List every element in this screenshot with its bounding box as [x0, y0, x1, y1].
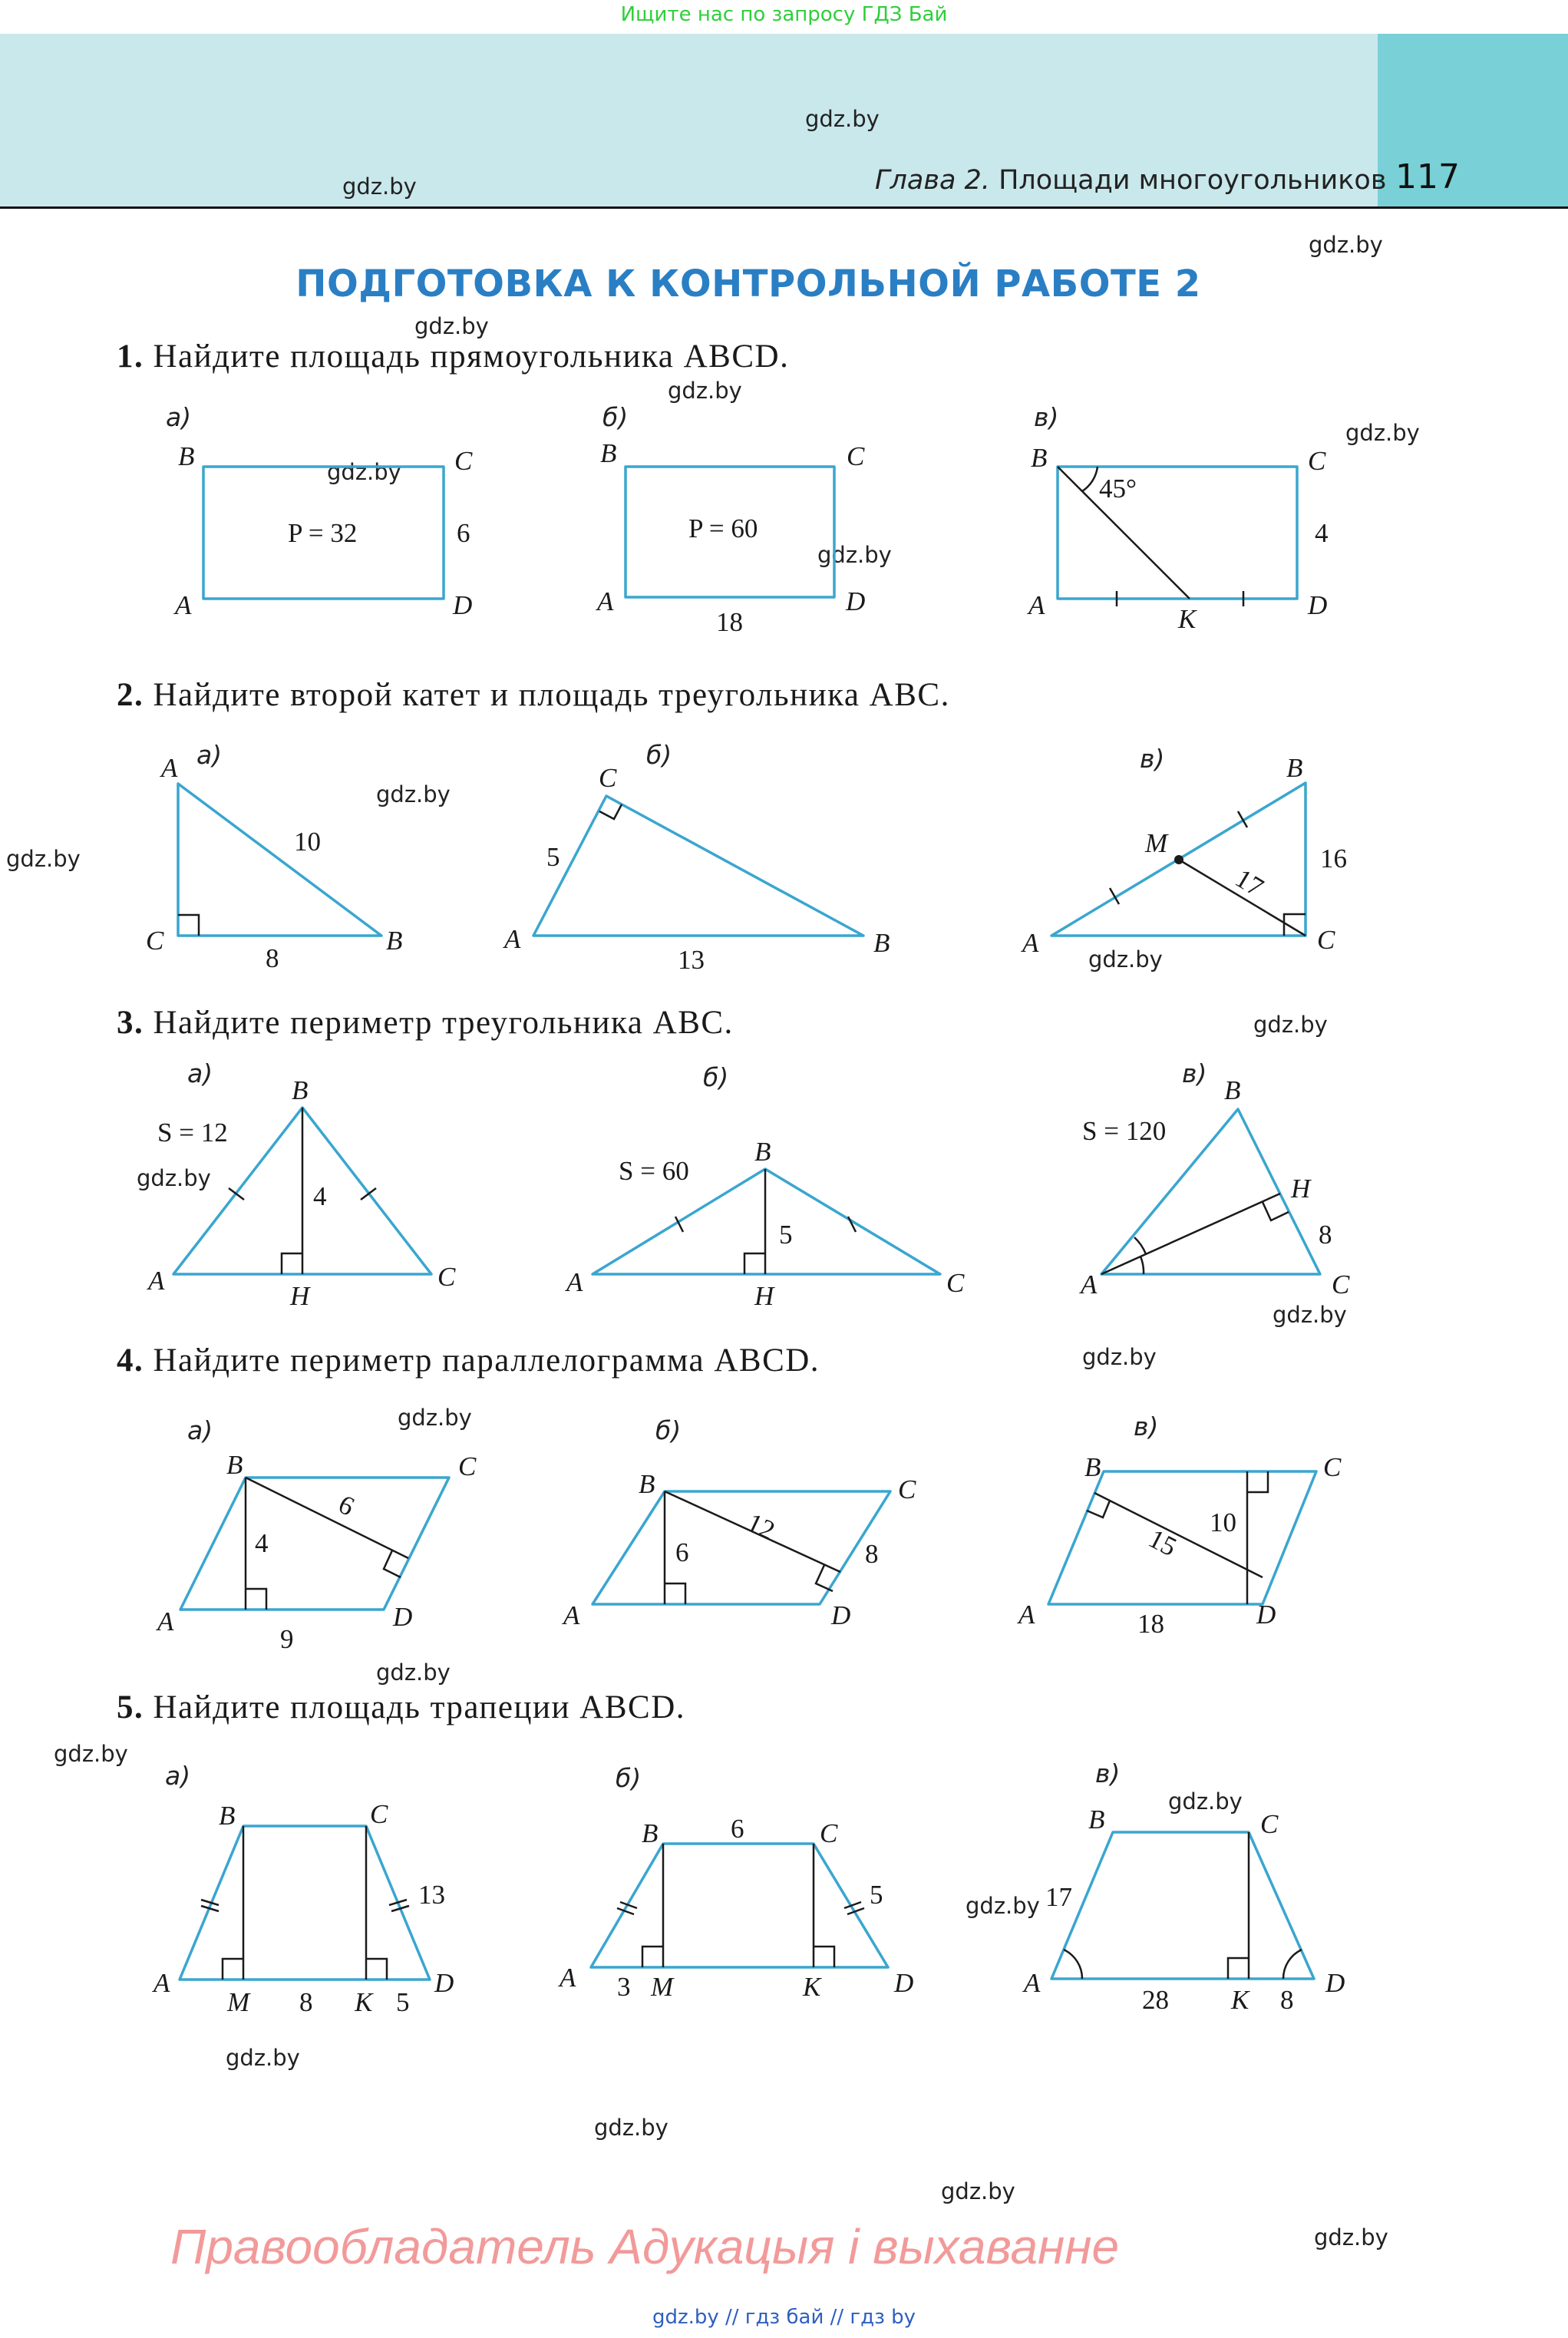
- vertex-label: C: [437, 1262, 456, 1292]
- height-value: 4: [255, 1528, 269, 1558]
- section-title: ПОДГОТОВКА К КОНТРОЛЬНОЙ РАБОТЕ 2: [295, 263, 1201, 305]
- top-banner: Ищите нас по запросу ГДЗ Бай: [620, 3, 948, 26]
- fig-4a-right-angle2: [384, 1550, 401, 1577]
- watermark: gdz.by: [1088, 946, 1163, 973]
- fig-2a-triangle: [178, 784, 381, 936]
- vertex-label: B: [292, 1075, 309, 1105]
- fig-5b-right-angle: [814, 1947, 834, 1967]
- median-value: 17: [1230, 863, 1269, 903]
- variant-label: а): [187, 1415, 213, 1445]
- variant-label: в): [1134, 1412, 1159, 1441]
- fig-3a-right-angle: [282, 1253, 302, 1274]
- watermark: gdz.by: [137, 1165, 211, 1191]
- vertex-label: D: [894, 1968, 914, 1998]
- fig-5c-angle-arc: [1064, 1950, 1082, 1979]
- segment-value: 8: [1319, 1220, 1332, 1250]
- vertex-label: A: [566, 1267, 583, 1297]
- fig-5b-right-angle: [642, 1947, 663, 1967]
- height-value: 10: [1210, 1507, 1236, 1537]
- area-label: S = 120: [1082, 1116, 1167, 1146]
- vertex-label: A: [1022, 928, 1039, 958]
- fig-4a-parallelogram: [180, 1478, 449, 1610]
- fig-4b-right-angle: [665, 1583, 685, 1604]
- side-value: 8: [266, 943, 279, 973]
- side-value: 16: [1320, 844, 1347, 873]
- height-value: 4: [313, 1181, 327, 1211]
- fig-5c-trapezoid: [1051, 1832, 1314, 1979]
- variant-label: а): [166, 402, 192, 432]
- side-value: 5: [546, 842, 560, 872]
- fig-5a-right-angle: [366, 1959, 387, 1980]
- watermark: gdz.by: [941, 2178, 1015, 2204]
- vertex-label: B: [642, 1818, 659, 1848]
- fig-3c-height: [1101, 1194, 1280, 1274]
- vertex-label: C: [847, 441, 865, 471]
- side-value: 13: [418, 1880, 445, 1910]
- vertex-label: C: [370, 1799, 388, 1829]
- side-value: 5: [870, 1880, 883, 1910]
- variant-label: а): [187, 1058, 213, 1088]
- segment-value: 8: [1280, 1985, 1294, 2015]
- task-number: 3.: [117, 1005, 144, 1041]
- height-value: 6: [675, 1537, 689, 1567]
- fig-3c-angle-arc: [1141, 1257, 1144, 1274]
- vertex-label: A: [161, 753, 178, 783]
- task-text: Найдите периметр треугольника ABC.: [153, 1005, 734, 1041]
- watermark: gdz.by: [1309, 232, 1383, 258]
- segment-value: 8: [299, 1987, 313, 2017]
- vertex-label: A: [1024, 1968, 1041, 1998]
- segment-value: 28: [1142, 1985, 1169, 2015]
- vertex-label: B: [1084, 1452, 1101, 1482]
- watermark: gdz.by: [817, 542, 892, 568]
- fig-4c-right-angle: [1247, 1471, 1268, 1492]
- variant-label: б): [646, 740, 672, 770]
- watermark: gdz.by: [805, 106, 880, 132]
- vertex-label: A: [157, 1607, 174, 1636]
- side-value: 18: [1137, 1609, 1164, 1639]
- side-value: 10: [294, 827, 321, 857]
- watermark: gdz.by: [1168, 1788, 1243, 1815]
- angle-value: 45°: [1099, 474, 1137, 504]
- vertex-label: C: [1332, 1270, 1350, 1299]
- variant-label: а): [165, 1761, 191, 1791]
- vertex-label: C: [1323, 1452, 1342, 1482]
- vertex-label: C: [1317, 925, 1335, 955]
- vertex-label: B: [600, 438, 617, 468]
- watermark: gdz.by: [6, 846, 81, 872]
- task-number: 5.: [117, 1689, 144, 1725]
- vertex-label: A: [1028, 590, 1045, 620]
- vertex-label: B: [1031, 443, 1048, 473]
- vertex-label: D: [831, 1600, 851, 1630]
- vertex-label: K: [1178, 604, 1197, 634]
- fig-5a-right-angle: [223, 1959, 243, 1980]
- vertex-label: A: [560, 1963, 576, 1993]
- fig-3c-angle-arc: [1134, 1237, 1146, 1254]
- height-value: 15: [1144, 1523, 1182, 1563]
- fig-5c-right-angle: [1228, 1958, 1249, 1979]
- chapter-prefix: Глава 2.: [875, 165, 990, 196]
- vertex-label: K: [1231, 1985, 1249, 2015]
- vertex-label: H: [290, 1281, 310, 1311]
- variant-label: б): [616, 1763, 642, 1793]
- vertex-label: H: [754, 1281, 774, 1311]
- fig-2c-point-m: [1174, 855, 1183, 864]
- fig-2b-right-angle: [599, 804, 622, 819]
- variant-label: в): [1095, 1758, 1121, 1788]
- vertex-label: B: [386, 926, 403, 956]
- perimeter-label: P = 32: [288, 518, 358, 548]
- copyright-holder: Правообладатель Адукацыя і выхаванне: [170, 2219, 1120, 2274]
- vertex-label: C: [458, 1451, 477, 1481]
- side-value: 8: [865, 1539, 879, 1569]
- side-value: 9: [280, 1624, 294, 1654]
- vertex-label: C: [1260, 1809, 1279, 1839]
- side-value: 6: [457, 518, 470, 548]
- variant-label: в): [1140, 744, 1165, 774]
- page-number: 117: [1395, 157, 1460, 196]
- vertex-label: C: [146, 926, 164, 956]
- vertex-label: B: [1088, 1805, 1105, 1834]
- vertex-label: C: [946, 1268, 965, 1298]
- vertex-label: D: [846, 586, 866, 616]
- watermark: gdz.by: [226, 2045, 300, 2071]
- vertex-label: C: [1308, 446, 1326, 476]
- side-value: 18: [716, 607, 743, 637]
- fig-5c-angle-arc: [1283, 1950, 1302, 1979]
- watermark: gdz.by: [376, 781, 451, 807]
- watermark: gdz.by: [1273, 1302, 1347, 1328]
- variant-label: в): [1034, 402, 1059, 432]
- vertex-label: B: [178, 441, 195, 471]
- watermark: gdz.by: [342, 173, 417, 200]
- vertex-label: A: [1081, 1270, 1098, 1299]
- vertex-label: B: [754, 1137, 771, 1167]
- vertex-label: B: [873, 928, 890, 958]
- height-value: 6: [333, 1488, 359, 1522]
- vertex-label: D: [393, 1602, 413, 1632]
- vertex-label: D: [1256, 1600, 1276, 1630]
- fig-3b-right-angle: [744, 1253, 765, 1274]
- variant-label: а): [196, 740, 223, 770]
- vertex-label: A: [597, 586, 614, 616]
- vertex-label: H: [1291, 1174, 1311, 1204]
- segment-value: 3: [617, 1972, 631, 2002]
- variant-label: б): [602, 402, 629, 432]
- watermark: gdz.by: [1082, 1344, 1157, 1370]
- vertex-label: M: [227, 1987, 250, 2017]
- height-value: 12: [742, 1507, 780, 1546]
- vertex-label: C: [599, 763, 617, 793]
- watermark: gdz.by: [594, 2115, 668, 2141]
- watermark: gdz.by: [376, 1659, 451, 1686]
- vertex-label: B: [1224, 1075, 1241, 1105]
- perimeter-label: P = 60: [688, 514, 758, 543]
- watermark: gdz.by: [966, 1893, 1040, 1919]
- fig-4b-parallelogram: [593, 1491, 890, 1604]
- vertex-label: B: [639, 1469, 655, 1499]
- fig-4a-height2: [246, 1478, 408, 1558]
- chapter-title: Площади многоугольников: [999, 165, 1387, 196]
- task-number: 4.: [117, 1342, 144, 1379]
- area-label: S = 12: [157, 1118, 228, 1148]
- fig-2b-triangle: [533, 796, 863, 936]
- variant-label: в): [1182, 1058, 1207, 1088]
- variant-label: б): [703, 1062, 729, 1092]
- vertex-label: C: [898, 1474, 916, 1504]
- vertex-label: A: [175, 590, 192, 620]
- footer-links[interactable]: gdz.by // гдз бай // гдз by: [652, 2306, 916, 2329]
- vertex-label: D: [453, 590, 473, 620]
- height-value: 5: [779, 1220, 793, 1250]
- watermark: gdz.by: [1345, 420, 1420, 446]
- task-number: 1.: [117, 338, 144, 375]
- vertex-label: B: [1286, 753, 1303, 783]
- vertex-label: A: [563, 1600, 580, 1630]
- area-label: S = 60: [619, 1156, 689, 1186]
- watermark: gdz.by: [1314, 2224, 1388, 2250]
- vertex-label: D: [1325, 1968, 1345, 1998]
- fig-4a-right-angle: [246, 1589, 266, 1610]
- vertex-label: A: [148, 1266, 165, 1296]
- task-text: Найдите периметр параллелограмма ABCD.: [153, 1342, 820, 1379]
- vertex-label: A: [504, 924, 521, 954]
- fig-1c-rectangle: [1058, 467, 1297, 599]
- vertex-label: A: [153, 1968, 170, 1998]
- vertex-label: D: [434, 1968, 454, 1998]
- task-text: Найдите площадь прямоугольника ABCD.: [153, 338, 790, 375]
- watermark: gdz.by: [668, 378, 742, 404]
- watermark: gdz.by: [1253, 1012, 1328, 1038]
- vertex-label: M: [1145, 828, 1168, 858]
- vertex-label: D: [1308, 590, 1328, 620]
- fig-5b-trapezoid: [591, 1844, 888, 1967]
- side-value: 13: [678, 945, 705, 975]
- side-value: 4: [1315, 518, 1329, 548]
- segment-value: 5: [396, 1987, 410, 2017]
- vertex-label: K: [803, 1972, 821, 2002]
- vertex-label: A: [1018, 1600, 1035, 1630]
- task-number: 2.: [117, 677, 144, 713]
- fig-1c-angle-arc: [1082, 467, 1098, 491]
- side-value: 6: [731, 1814, 744, 1844]
- vertex-label: K: [355, 1987, 373, 2017]
- watermark: gdz.by: [414, 313, 489, 339]
- watermark: gdz.by: [327, 459, 401, 485]
- vertex-label: B: [226, 1450, 243, 1480]
- watermark: gdz.by: [54, 1741, 128, 1767]
- vertex-label: B: [219, 1801, 236, 1831]
- vertex-label: M: [651, 1972, 674, 2002]
- vertex-label: C: [454, 446, 473, 476]
- side-value: 17: [1045, 1882, 1072, 1912]
- fig-2a-right-angle: [178, 915, 199, 936]
- vertex-label: C: [820, 1818, 838, 1848]
- task-text: Найдите второй катет и площадь треугольника ABC.: [153, 677, 950, 713]
- task-text: Найдите площадь трапеции ABCD.: [153, 1689, 686, 1725]
- fig-5a-trapezoid: [180, 1826, 430, 1980]
- variant-label: б): [655, 1415, 682, 1445]
- watermark: gdz.by: [398, 1405, 472, 1431]
